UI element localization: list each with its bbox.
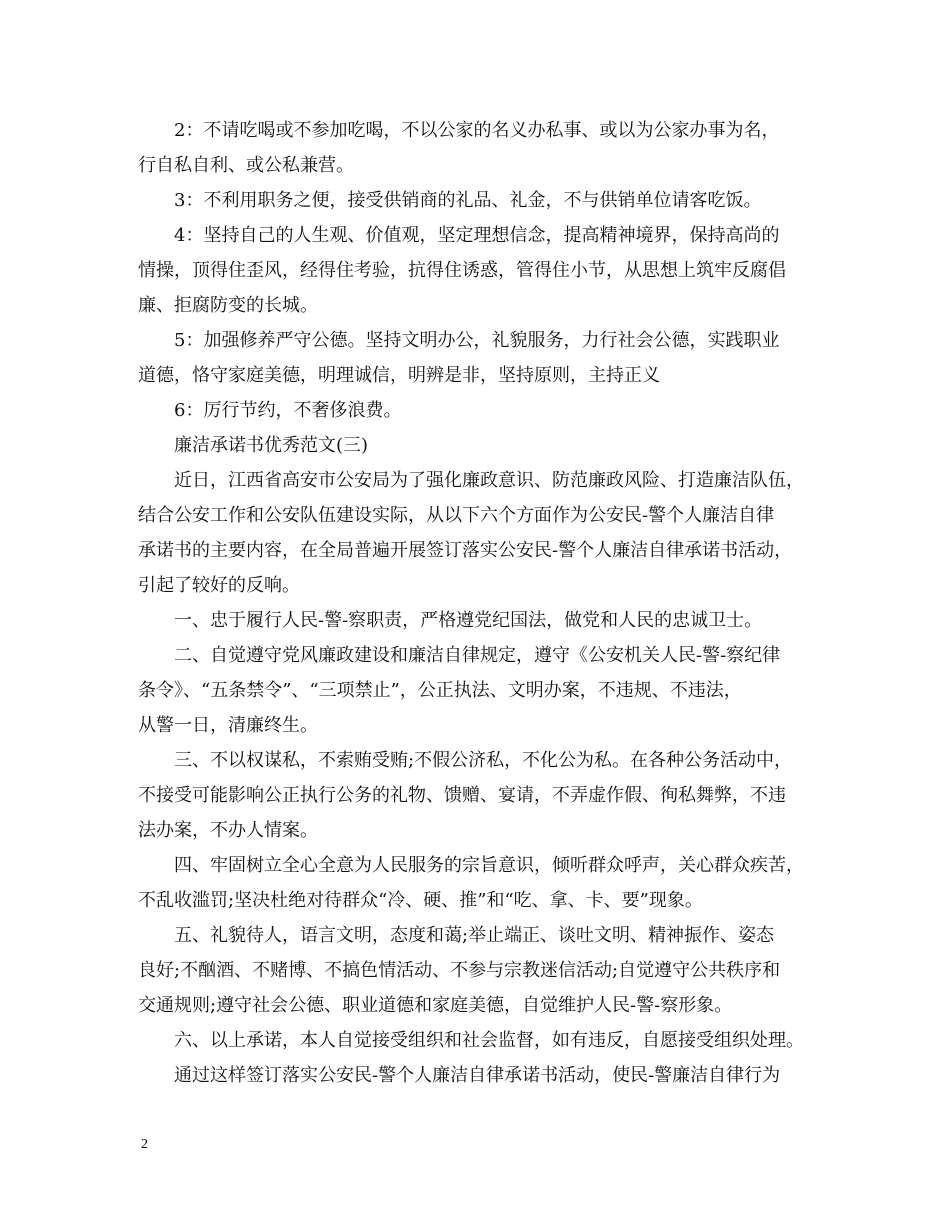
text-line: 5：加强修养严守公德。坚持文明办公，礼貌服务，力行社会公德，实践职业 [174,330,780,351]
text-line: 不乱收滥罚;坚决杜绝对待群众“冷、硬、推”和“吃、拿、卡、要”现象。 [138,890,703,911]
paragraph [138,918,818,1023]
text-line: 条令》、“五条禁令”、“三项禁止”，公正执法、文明办案，不违规、不违法， [138,680,742,701]
text-line: 五、礼貌待人，语言文明，态度和蔼;举止端正、谈吐文明、精神振作、姿态 [174,925,775,946]
text-line: 良好;不酗酒、不赌博、不搞色情活动、不参与宗教迷信活动;自觉遵守公共秩序和 [138,960,781,981]
paragraph [138,1023,818,1058]
text-line: 通过这样签订落实公安民-警个人廉洁自律承诺书活动，使民-警廉洁自律行为 [174,1065,781,1086]
text-line: 4：坚持自己的人生观、价值观，坚定理想信念，提高精神境界，保持高尚的 [174,225,780,246]
text-line: 四、牢固树立全心全意为人民服务的宗旨意识，倾听群众呼声，关心群众疾苦， [174,855,804,876]
text-line: 二、自觉遵守党风廉政建设和廉洁自律规定，遵守《公安机关人民-警-察纪律 [174,645,781,666]
paragraph [138,183,818,218]
paragraph [138,428,818,463]
paragraph [138,603,818,638]
paragraph [138,848,818,918]
text-line: 廉、拒腐防变的长城。 [138,295,318,316]
text-line: 3：不利用职务之便，接受供销商的礼品、礼金，不与供销单位请客吃饭。 [174,190,762,211]
text-line: 引起了较好的反响。 [138,575,300,596]
text-line: 结合公安工作和公安队伍建设实际，从以下六个方面作为公安民-警个人廉洁自律 [138,505,775,526]
paragraph [138,113,818,183]
text-line: 六、以上承诺，本人自觉接受组织和社会监督，如有违反，自愿接受组织处理。 [174,1030,804,1051]
paragraph [138,743,818,848]
text-line: 道德，恪守家庭美德，明理诚信，明辨是非，坚持原则，主持正义 [138,365,660,386]
paragraph [138,463,818,603]
text-line: 廉洁承诺书优秀范文(三) [174,435,369,456]
text-line: 承诺书的主要内容，在全局普遍开展签订落实公安民-警个人廉洁自律承诺书活动， [138,540,793,561]
paragraph [138,323,818,393]
text-line: 一、忠于履行人民-警-察职责，严格遵党纪国法，做党和人民的忠诚卫士。 [174,610,763,631]
text-line: 2：不请吃喝或不参加吃喝，不以公家的名义办私事、或以为公家办事为名， [174,120,780,141]
paragraph [138,638,818,743]
paragraph [138,218,818,323]
text-line: 行自私自利、或公私兼营。 [138,155,354,176]
text-line: 情操，顶得住歪风，经得住考验，抗得住诱惑，管得住小节，从思想上筑牢反腐倡 [138,260,786,281]
text-line: 交通规则;遵守社会公德、职业道德和家庭美德，自觉维护人民-警-察形象。 [138,995,733,1016]
page-number: 2 [141,1137,148,1152]
document-body [138,113,818,1093]
text-line: 法办案，不办人情案。 [138,820,318,841]
paragraph [138,1058,818,1093]
paragraph [138,393,818,428]
text-line: 近日，江西省高安市公安局为了强化廉政意识、防范廉政风险、打造廉洁队伍， [174,470,804,491]
text-line: 不接受可能影响公正执行公务的礼物、馈赠、宴请，不弄虚作假、徇私舞弊，不违 [138,785,786,806]
text-line: 从警一日，清廉终生。 [138,715,318,736]
text-line: 6：厉行节约，不奢侈浪费。 [174,400,402,421]
text-line: 三、不以权谋私，不索贿受贿;不假公济私，不化公为私。在各种公务活动中， [174,750,793,771]
